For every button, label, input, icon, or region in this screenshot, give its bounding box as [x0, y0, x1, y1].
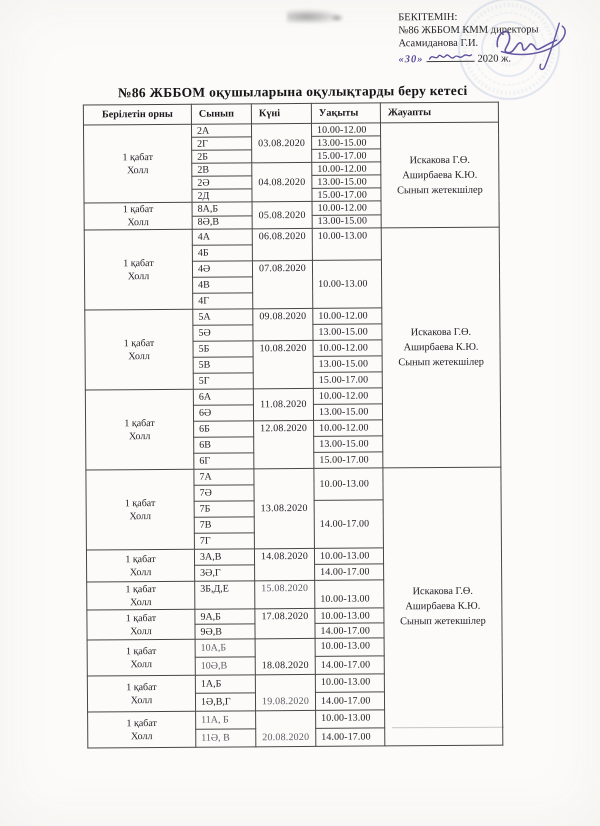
time-cell: 14.00-17.00 [315, 656, 384, 674]
date-cell: 11.08.2020 [253, 388, 313, 420]
class-cell: 5Ә [193, 325, 253, 341]
time-cell: 10.00-13.00 [315, 638, 384, 656]
class-cell: 2В [192, 163, 252, 176]
director-name: Асамиданова Г.И. [398, 37, 479, 50]
class-cell: 5А [193, 309, 253, 325]
venue-cell: 1 қабат Холл [84, 202, 192, 230]
column-header: Сынып [191, 104, 251, 124]
date-cell: 03.08.2020 [251, 123, 311, 162]
class-cell: 6Ә [193, 405, 253, 421]
date-cell: 19.08.2020 [255, 674, 315, 710]
time-cell: 14.00-17.00 [315, 692, 384, 710]
class-cell: 7А [194, 469, 254, 485]
class-cell: 1Ә,В,Г [195, 693, 255, 711]
handwritten-month-scribble [427, 49, 473, 63]
time-cell: 15.00-17.00 [314, 452, 383, 468]
venue-cell: 1 қабат Холл [86, 549, 194, 582]
time-cell: 10.00-13.00 [314, 468, 383, 500]
date-cell: 04.08.2020 [252, 162, 312, 201]
time-cell: 10.00-12.00 [313, 388, 382, 404]
time-cell: 13.00-15.00 [314, 436, 383, 452]
time-cell: 10.00-13.00 [315, 674, 384, 692]
venue-cell: 1 қабат Холл [87, 609, 195, 640]
column-header: Уақыты [311, 103, 380, 123]
class-cell: 3Б,Д,Е [195, 581, 255, 609]
date-cell: 07.08.2020 [252, 260, 312, 308]
date-cell: 10.08.2020 [253, 340, 313, 388]
time-cell: 10.00-13.00 [312, 260, 381, 308]
approval-date-line [398, 50, 588, 66]
venue-cell: 1 қабат Холл [84, 229, 193, 310]
date-cell: 05.08.2020 [252, 201, 312, 228]
time-cell: 15.00-17.00 [312, 149, 381, 162]
date-cell: 18.08.2020 [255, 638, 315, 674]
page-title: №86 ЖББОМ оқушыларына оқулықтарды беру кетесі [117, 82, 468, 101]
table-row [86, 467, 501, 486]
class-cell: 5Г [193, 373, 253, 389]
approval-year: 2020 ж. [477, 53, 512, 65]
schedule-table-body [83, 122, 502, 748]
date-cell: 06.08.2020 [252, 228, 312, 260]
class-cell: 2Г [192, 137, 252, 150]
venue-cell: 1 қабат Холл [87, 675, 195, 712]
class-cell: 2Д [192, 189, 252, 202]
class-cell: 4Б [192, 245, 252, 261]
column-header: Берілетін орны [83, 104, 191, 125]
approval-block [398, 10, 588, 66]
date-cell: 13.08.2020 [254, 468, 315, 548]
class-cell: 9А,Б [195, 609, 255, 624]
responsible-cell: Искакова Г.Ө. Аширбаева К.Ю. Сынып жетекшілер [380, 122, 499, 228]
class-cell: 4Г [193, 293, 253, 309]
time-cell: 14.00-17.00 [316, 728, 385, 746]
time-cell: 15.00-17.00 [313, 372, 382, 388]
venue-cell: 1 қабат Холл [83, 124, 192, 203]
time-cell: 13.00-15.00 [312, 175, 381, 188]
handwritten-day: «30» [398, 54, 424, 66]
time-cell: 10.00-13.00 [314, 548, 383, 564]
time-cell: 13.00-15.00 [313, 356, 382, 372]
date-blank-underline [426, 51, 474, 62]
time-cell: 10.00-12.00 [314, 420, 383, 436]
class-cell: 2Ә [192, 176, 252, 189]
time-cell: 10.00-12.00 [312, 201, 381, 215]
class-cell: 8Ә,В [192, 215, 252, 229]
venue-cell: 1 қабат Холл [87, 581, 195, 610]
class-cell: 7Г [194, 533, 254, 549]
column-header: Күні [251, 103, 311, 123]
time-cell: 15.00-17.00 [312, 188, 381, 201]
time-cell: 10.00-12.00 [313, 340, 382, 356]
responsible-cell: Искакова Г.Ө. Аширбаева К.Ю. Сынып жетекшілер [381, 227, 501, 468]
time-cell: 13.00-15.00 [313, 324, 382, 340]
time-cell: 10.00-13.00 [316, 710, 385, 728]
time-cell: 10.00-12.00 [312, 162, 381, 175]
time-cell: 14.00-17.00 [315, 623, 384, 638]
class-cell: 6Г [194, 453, 254, 469]
time-cell: 14.00-17.00 [315, 564, 384, 580]
time-cell: 13.00-15.00 [312, 136, 381, 149]
class-cell: 7В [194, 517, 254, 533]
class-cell: 9Ә,В [195, 624, 255, 639]
class-cell: 5Б [193, 341, 253, 357]
time-cell: 14.00-17.00 [314, 500, 383, 548]
class-cell: 10А,Б [195, 639, 255, 657]
class-cell: 2Б [192, 150, 252, 163]
venue-cell: 1 қабат Холл [86, 469, 195, 550]
time-cell: 10.00-12.00 [313, 308, 382, 324]
schedule-table [83, 102, 503, 749]
venue-cell: 1 қабат Холл [87, 639, 195, 676]
venue-cell: 1 қабат Холл [85, 389, 194, 470]
time-cell: 10.00-13.00 [312, 228, 381, 260]
date-cell: 15.08.2020 [255, 580, 315, 608]
class-cell: 2А [191, 124, 251, 137]
time-cell: 10.00-12.00 [311, 123, 380, 136]
class-cell: 6А [193, 389, 253, 405]
class-cell: 4А [192, 229, 252, 245]
class-cell: 10Ә,В [195, 657, 255, 675]
class-cell: 4В [193, 277, 253, 293]
class-cell: 1А,Б [195, 675, 255, 693]
class-cell: 4Ә [192, 261, 252, 277]
time-cell: 10.00-13.00 [315, 580, 384, 608]
class-cell: 7Ә [194, 485, 254, 501]
table-row [84, 227, 499, 246]
class-cell: 3Ә,Г [195, 565, 255, 581]
date-cell: 20.08.2020 [256, 710, 316, 746]
approval-org-line: №86 ЖББОМ КММ директоры [398, 24, 539, 37]
date-cell: 17.08.2020 [255, 608, 315, 638]
column-header: Жауапты [380, 102, 498, 123]
class-cell: 7Б [194, 501, 254, 517]
class-cell: 6Б [194, 421, 254, 437]
approval-label: БЕКІТЕМІН: [398, 11, 458, 24]
table-row [83, 122, 498, 138]
date-cell: 14.08.2020 [254, 548, 314, 580]
time-cell: 10.00-13.00 [315, 608, 384, 623]
class-cell: 11А, Б [196, 711, 256, 729]
time-cell: 13.00-15.00 [313, 404, 382, 420]
class-cell: 11Ә, В [196, 729, 256, 747]
time-cell: 13.00-15.00 [312, 214, 381, 228]
class-cell: 3А,В [194, 549, 254, 565]
date-cell: 09.08.2020 [253, 308, 313, 340]
responsible-cell: Искакова Г.Ө. Аширбаева К.Ю. Сынып жетекшілер [383, 467, 503, 746]
venue-cell: 1 қабат Холл [85, 309, 194, 390]
class-cell: 8А,Б [192, 202, 252, 216]
class-cell: 6В [194, 437, 254, 453]
venue-cell: 1 қабат Холл [88, 711, 196, 748]
date-cell: 12.08.2020 [254, 420, 314, 468]
class-cell: 5В [193, 357, 253, 373]
